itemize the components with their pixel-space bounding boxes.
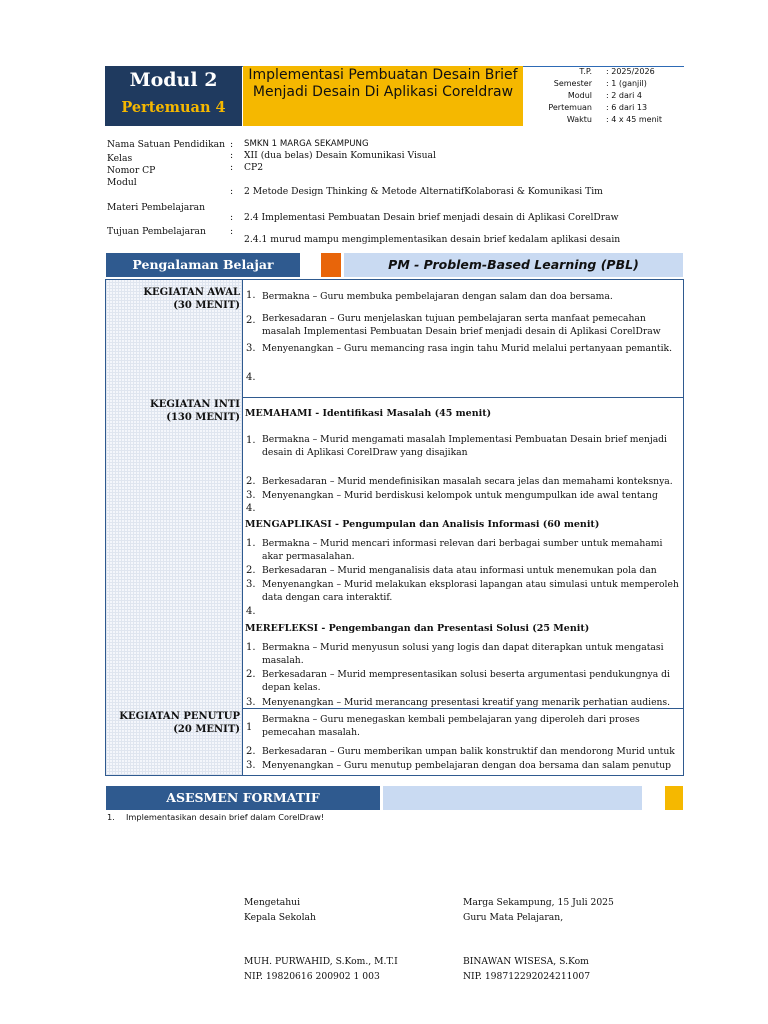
- objective-value: 2.4.1 murud mampu mengimplementasikan desain brief kedalam aplikasi desain: [244, 234, 621, 245]
- yellow-marker: [665, 786, 683, 810]
- meta-row: [524, 66, 684, 77]
- orange-marker: [321, 253, 341, 277]
- meta-value: : 6 dari 13: [606, 103, 648, 112]
- module-meta: [524, 66, 684, 126]
- phase-inti-duration: (130 MENIT): [166, 412, 240, 423]
- meta-value: : 1 (ganjil): [606, 79, 647, 88]
- teacher-title: Guru Mata Pelajaran,: [463, 912, 564, 923]
- meta-row: [524, 78, 684, 89]
- item-number: 4.: [246, 606, 256, 617]
- identity-label: Nama Satuan Pendidikan: [107, 139, 226, 150]
- assessment-bar-fill: [383, 786, 642, 810]
- identity-label: Materi Pembelajaran: [107, 202, 206, 213]
- item-text: Menyenangkan – Murid berdiskusi kelompok untuk mengumpulkan ide awal tentang: [262, 490, 658, 501]
- phase-awal-duration: (30 MENIT): [173, 300, 240, 311]
- item-number: 3.: [246, 579, 256, 590]
- assessment-bar: ASESMEN FORMATIF: [106, 786, 380, 810]
- meta-label: Waktu: [566, 115, 592, 124]
- meta-row: [524, 102, 684, 113]
- identity-label: Nomor CP: [107, 165, 156, 176]
- identity-label: Kelas: [107, 153, 133, 164]
- mengaplikasi-title: MENGAPLIKASI - Pengumpulan dan Analisis Informasi (60 menit): [245, 519, 600, 530]
- identity-colon: :: [230, 186, 234, 197]
- item-number: 4.: [246, 372, 256, 383]
- meta-row: [524, 90, 684, 101]
- item-number: 3.: [246, 760, 256, 771]
- item-text: Menyenangkan – Guru memancing rasa ingin tahu Murid melalui pertanyaan pemantik.: [262, 343, 673, 354]
- module-label: Modul 2: [129, 69, 218, 91]
- item-number: 2.: [246, 565, 256, 576]
- learning-experience-bar: Pengalaman Belajar: [106, 253, 300, 277]
- item-text: Menyenangkan – Murid melakukan eksplorasi lapangan atau simulasi untuk memperoleh data dengan cara interaktif.: [262, 579, 679, 603]
- item-number: 1.: [107, 812, 115, 822]
- place-date: Marga Sekampung, 15 Juli 2025: [463, 897, 614, 908]
- material-value: 2.4 Implementasi Pembuatan Desain brief menjadi desain di Aplikasi CorelDraw: [244, 212, 619, 223]
- item-text: Berkesadaran – Guru menjelaskan tujuan pembelajaran serta manfaat pemecahan masalah Implementasi Pembuatan Desain brief menjadi desain di Aplikasi CorelDraw: [262, 313, 661, 337]
- item-number: 1: [246, 722, 253, 733]
- teacher-name: BINAWAN WISESA, S.Kom: [463, 956, 589, 967]
- identity-colon: :: [230, 139, 234, 150]
- learning-model: PM - Problem-Based Learning (PBL): [344, 253, 683, 277]
- item-number: 1.: [246, 290, 256, 301]
- section-divider: [243, 397, 683, 398]
- item-text: Bermakna – Guru membuka pembelajaran dengan salam dan doa bersama.: [262, 291, 613, 302]
- item-text: Implementasikan desain brief dalam CorelDraw!: [126, 812, 325, 822]
- table-divider: [242, 279, 243, 776]
- table-left-border: [105, 279, 106, 776]
- teacher-nip: NIP. 198712292024211007: [463, 971, 591, 982]
- acknowledge-label: Mengetahui: [244, 897, 301, 908]
- item-text: Berkesadaran – Guru memberikan umpan balik konstruktif dan mendorong Murid untuk: [262, 746, 675, 757]
- phase-penutup-duration: (20 MENIT): [173, 724, 240, 735]
- item-number: 1.: [246, 435, 256, 446]
- meta-label: Modul: [567, 91, 592, 100]
- phase-penutup-title: KEGIATAN PENUTUP: [119, 711, 240, 722]
- item-number: 2.: [246, 746, 256, 757]
- item-number: 2.: [246, 669, 256, 680]
- phase-inti-title: KEGIATAN INTI: [150, 399, 240, 410]
- table-bottom-border: [106, 775, 684, 776]
- module-badge: [105, 66, 242, 126]
- item-text: Menyenangkan – Guru menutup pembelajaran dengan doa bersama dan salam penutup: [262, 760, 671, 771]
- class-value: XII (dua belas) Desain Komunikasi Visual: [244, 150, 436, 161]
- meta-value: : 2 dari 4: [606, 91, 642, 100]
- module-value: 2 Metode Design Thinking & Metode AlternatifKolaborasi & Komunikasi Tim: [244, 186, 603, 197]
- identity-colon: :: [230, 162, 234, 173]
- meta-label: T.P.: [579, 67, 592, 76]
- module-title: Implementasi Pembuatan Desain Brief Menjadi Desain Di Aplikasi Coreldraw: [248, 67, 518, 100]
- activity-phase-column: [106, 279, 242, 775]
- memahami-title: MEMAHAMI - Identifikasi Masalah (45 menit): [245, 408, 492, 419]
- school-name: SMKN 1 MARGA SEKAMPUNG: [244, 139, 369, 149]
- identity-colon: :: [230, 226, 234, 237]
- meta-label: Pertemuan: [548, 103, 592, 112]
- item-text: Bermakna – Guru menegaskan kembali pembelajaran yang diperoleh dari proses pemecahan masalah.: [262, 714, 640, 738]
- meeting-label: Pertemuan 4: [121, 99, 226, 116]
- identity-label: Tujuan Pembelajaran: [107, 226, 206, 237]
- principal-title: Kepala Sekolah: [244, 912, 316, 923]
- table-top-border: [106, 279, 684, 280]
- meta-value: : 4 x 45 menit: [606, 115, 663, 124]
- identity-colon: :: [230, 150, 234, 161]
- identity-label: Modul: [107, 177, 137, 188]
- item-text: Berkesadaran – Murid mempresentasikan solusi beserta argumentasi pendukungnya di depan kelas.: [262, 669, 670, 693]
- principal-name: MUH. PURWAHID, S.Kom., M.T.I: [244, 956, 398, 967]
- cp-value: CP2: [244, 162, 264, 173]
- item-text: Menyenangkan – Murid merancang presentasi kreatif yang menarik perhatian audiens.: [262, 697, 671, 708]
- meta-label: Semester: [553, 79, 592, 88]
- item-number: 1.: [246, 538, 256, 549]
- item-text: Bermakna – Murid mengamati masalah Implementasi Pembuatan Desain brief menjadi desain di Aplikasi CorelDraw yang disajikan: [262, 434, 667, 458]
- principal-nip: NIP. 19820616 200902 1 003: [244, 971, 380, 982]
- item-text: Berkesadaran – Murid mendefinisikan masalah secara jelas dan memahami konteksnya.: [262, 476, 673, 487]
- item-number: 4.: [246, 503, 256, 514]
- item-text: Berkesadaran – Murid menganalisis data atau informasi untuk menemukan pola dan: [262, 565, 657, 576]
- item-number: 3.: [246, 697, 256, 708]
- module-title-box: [243, 66, 523, 126]
- item-number: 2.: [246, 315, 256, 326]
- item-text: Bermakna – Murid menyusun solusi yang logis dan dapat diterapkan untuk mengatasi masalah.: [262, 642, 664, 666]
- item-text: Bermakna – Murid mencari informasi relevan dari berbagai sumber untuk memahami akar permasalahan.: [262, 538, 663, 562]
- table-right-border: [683, 279, 684, 776]
- item-number: 3.: [246, 490, 256, 501]
- item-number: 1.: [246, 642, 256, 653]
- item-number: 2.: [246, 476, 256, 487]
- meta-value: : 2025/2026: [606, 67, 655, 76]
- meta-row: [524, 114, 684, 125]
- merefleksi-title: MEREFLEKSI - Pengembangan dan Presentasi Solusi (25 Menit): [245, 623, 590, 634]
- item-number: 3.: [246, 343, 256, 354]
- phase-awal-title: KEGIATAN AWAL: [143, 287, 240, 298]
- identity-colon: :: [230, 212, 234, 223]
